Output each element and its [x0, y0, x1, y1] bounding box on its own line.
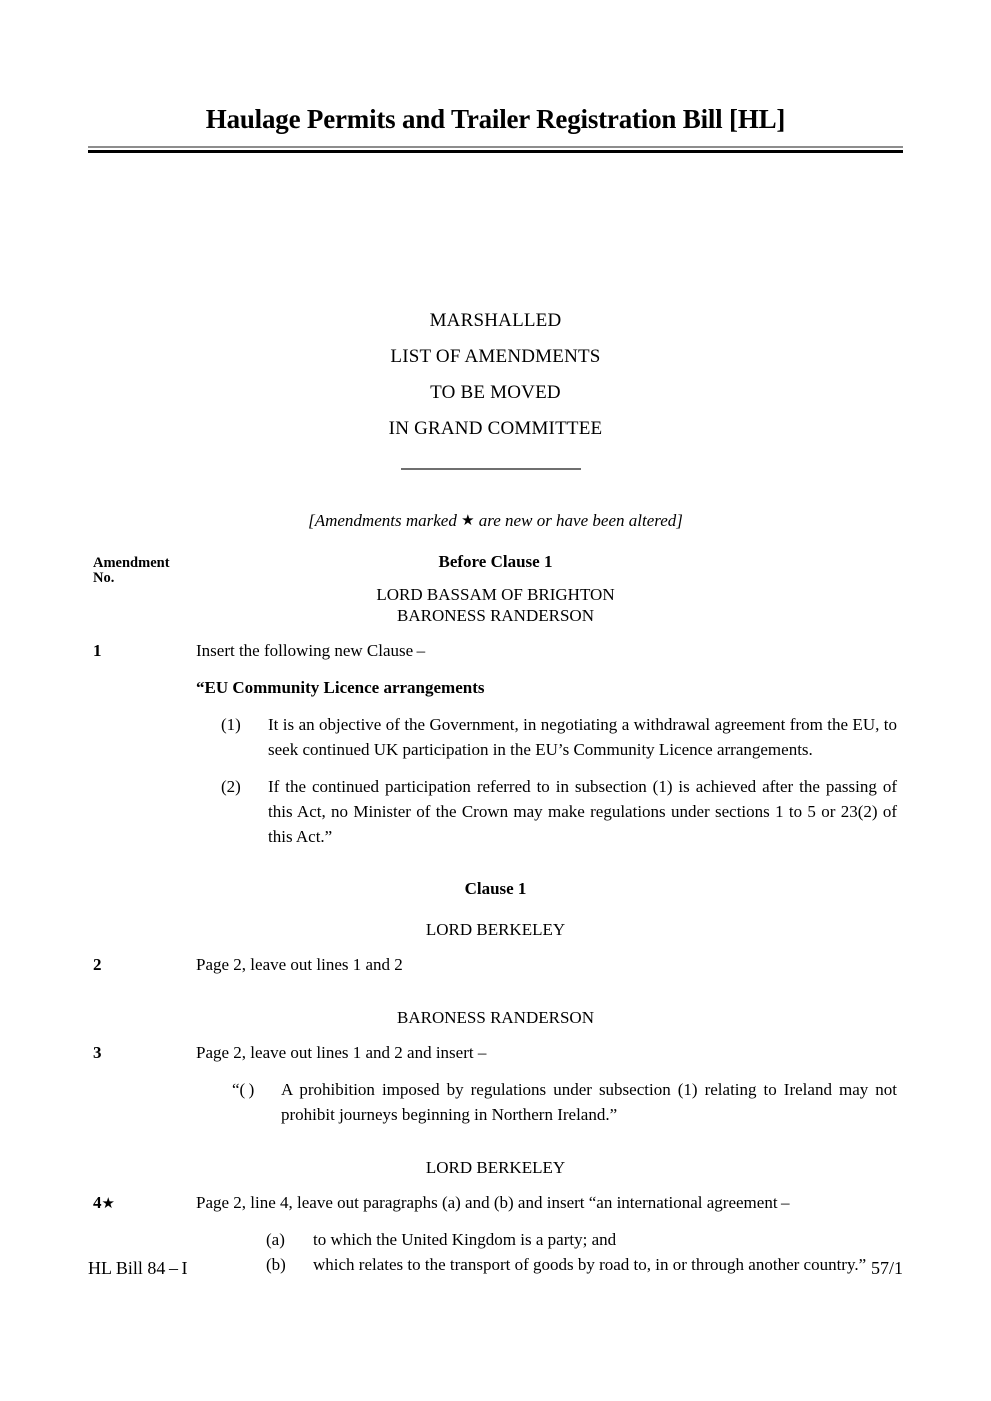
amendment-2 [0, 952, 991, 977]
amendment-4-text: Page 2, line 4, leave out paragraphs (a) and (b) and insert “an international agreement – [196, 1193, 790, 1212]
amendment-4-paragraph-b-text: which relates to the transport of goods by road to, in or through another country.” [313, 1255, 867, 1274]
title-divider-thick-rule [88, 150, 903, 153]
footer-bill-reference: HL Bill 84 – I [88, 1258, 188, 1278]
spacer [0, 977, 991, 1007]
amendment-1 [0, 638, 991, 663]
amendment-1-number-text: 1 [93, 641, 102, 660]
star-icon: ★ [461, 513, 475, 529]
amendment-1-subsection-1 [221, 712, 897, 762]
spacer [0, 572, 991, 584]
amendment-2-text: Page 2, leave out lines 1 and 2 [196, 955, 403, 974]
section-heading-clause-1: Clause 1 [464, 879, 527, 898]
amendment-1-number [93, 638, 188, 665]
spacer [0, 1028, 991, 1040]
amendment-4-number-text: 4 [93, 1193, 102, 1212]
amendment-1-subsection-1-marker: (1) [221, 715, 241, 734]
amendment-4-paragraph-a-marker: (a) [266, 1230, 285, 1249]
footer-page-number: 57/1 [870, 1258, 903, 1278]
amendment-3-text: Page 2, leave out lines 1 and 2 and insert – [196, 1043, 487, 1062]
column-header-line-1: Amendment [93, 555, 170, 571]
amendment-1-lead-text: Insert the following new Clause – [196, 641, 426, 660]
section-heading-before-clause-1: Before Clause 1 [438, 552, 553, 571]
sponsor-lord-berkeley-1: LORD BERKELEY [425, 920, 566, 939]
amendment-4-paragraph-b-marker: (b) [266, 1255, 286, 1274]
amendment-1-subsection-2-marker: (2) [221, 777, 241, 796]
amendment-4 [0, 1190, 991, 1215]
amendment-3-inserted-body: A prohibition imposed by regulations under subsection (1) relating to Ireland may not prohibit journeys beginning in Northern Ireland.” [281, 1080, 897, 1124]
sponsor-baroness-randerson: BARONESS RANDERSON [397, 606, 594, 625]
page-footer [88, 1258, 903, 1279]
document-heading-block [88, 303, 903, 447]
spacer [0, 1178, 991, 1190]
note-suffix: are new or have been altered] [474, 511, 683, 530]
amendment-3-number-text: 3 [93, 1043, 102, 1062]
sponsor-lord-berkeley-2: LORD BERKELEY [425, 1158, 566, 1177]
amendment-3-inserted-text [232, 1077, 897, 1127]
sponsor-baroness-randerson-2: BARONESS RANDERSON [397, 1008, 594, 1027]
amendment-4-number [93, 1190, 188, 1217]
page-title: Haulage Permits and Trailer Registration Bill [HL] [205, 104, 786, 134]
spacer [0, 940, 991, 952]
amendment-3-inserted-marker: “( ) [232, 1080, 255, 1099]
heading-line-list-of-amendments: LIST OF AMENDMENTS [390, 346, 601, 367]
sponsor-lord-bassam: LORD BASSAM OF BRIGHTON [376, 585, 615, 604]
amendment-1-subsection-2-text: If the continued participation referred to in subsection (1) is achieved after the passing of this Act, no Minister of the Crown may make regulations under sections 1 to 5 or 23(2) of this Act.” [268, 777, 897, 846]
spacer [0, 762, 991, 774]
amendment-2-number-text: 2 [93, 955, 102, 974]
amendment-1-subsection-2 [221, 774, 897, 849]
amendment-4-paragraph-a-text: to which the United Kingdom is a party; and [313, 1230, 617, 1249]
spacer [0, 1127, 991, 1157]
spacer [0, 626, 991, 638]
amendment-3-number [93, 1040, 188, 1067]
column-header-line-2: No. [93, 570, 115, 586]
document-body [0, 552, 991, 1277]
amendment-1-clause-heading: “EU Community Licence arrangements [196, 678, 485, 697]
amendment-2-number [93, 952, 188, 979]
title-divider [88, 146, 903, 153]
spacer [0, 849, 991, 879]
spacer [0, 700, 991, 712]
note-prefix: [Amendments marked [308, 511, 462, 530]
heading-line-to-be-moved: TO BE MOVED [430, 382, 561, 403]
spacer [0, 899, 991, 919]
amendment-1-subsection-1-text: It is an objective of the Government, in negotiating a withdrawal agreement from the EU, to seek continued UK participation in the EU’s Community Licence arrangements. [268, 715, 897, 759]
amendment-4-paragraph-a [266, 1227, 897, 1252]
heading-divider [401, 468, 581, 470]
amendment-4-star-icon: ★ [101, 1196, 115, 1212]
heading-line-in-grand-committee: IN GRAND COMMITTEE [388, 418, 603, 439]
amendments-marked-note [88, 511, 903, 531]
amendment-3 [0, 1040, 991, 1065]
heading-line-marshalled: MARSHALLED [429, 310, 562, 331]
